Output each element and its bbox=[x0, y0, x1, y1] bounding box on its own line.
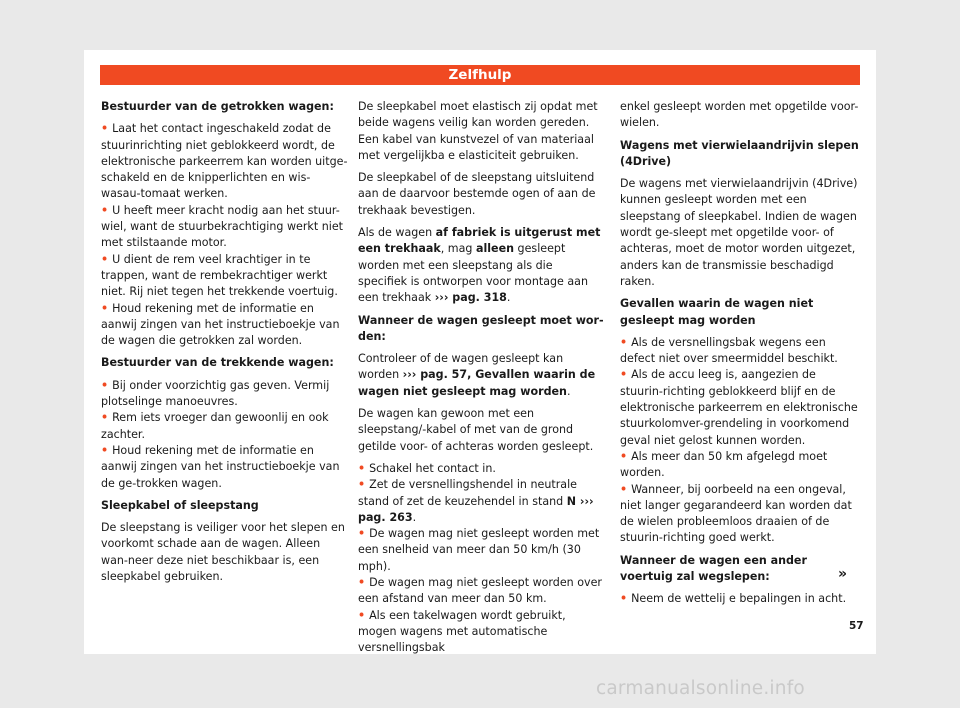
list-item: • Wanneer, bij oorbeeld na een ongeval, niet langer gegarandeerd kan worden dat de wielen probleemloos draaien of de stuurin-richting goed werkt. bbox=[620, 482, 860, 547]
list-item: • Neem de wettelij e bepalingen in acht. bbox=[620, 591, 860, 607]
list-item: • De wagen mag niet gesleept worden over een afstand van meer dan 50 km. bbox=[358, 575, 604, 608]
paragraph: De sleepstang is veiliger voor het slepen en voorkomt schade aan de wagen. Alleen wan-neer deze niet beschikbaar is, een sleepkabel gebruiken. bbox=[101, 521, 345, 584]
list-item: • U dient de rem veel krachtiger in te trappen, want de rembekrachtiger werkt niet. Rij niet tegen het trekkende voertuig. bbox=[101, 252, 349, 301]
paragraph: Controleer of de wagen gesleept kan worden ››› pag. 57, Gevallen waarin de wagen niet gesleept mag worden. bbox=[358, 352, 596, 398]
paragraph: De sleepkabel of de sleepstang uitsluitend aan de daarvoor bestemde ogen of aan de trekhaak bevestigen. bbox=[358, 171, 596, 217]
list-item: • Rem iets vroeger dan gewoonlij en ook zachter. bbox=[101, 410, 349, 443]
watermark: carmanualsonline.info bbox=[596, 678, 805, 699]
list-item: • Laat het contact ingeschakeld zodat de stuurinrichting niet geblokkeerd wordt, de elektronische parkeerrem kan worden uitge-schakeld en de knipperlichten en wis-wasau-tomaat werken. bbox=[101, 121, 349, 202]
list-item: • Schakel het contact in. bbox=[358, 461, 604, 477]
heading-not-towed: Gevallen waarin de wagen niet gesleept mag worden bbox=[620, 297, 814, 327]
column-3 bbox=[620, 99, 860, 608]
column-2 bbox=[358, 99, 604, 657]
list-item: • Als de accu leeg is, aangezien de stuurin-richting geblokkeerd blijf en de elektronische parkeerrem en elektronische stuurkolomver-grendeling in voorkomend geval niet gelost kunnen worden. bbox=[620, 367, 860, 448]
list-item: • Zet de versnellingshendel in neutrale stand of zet de keuzehendel in stand N ››› pag. 263. bbox=[358, 477, 604, 526]
section-header: Zelfhulp bbox=[100, 65, 860, 85]
heading-towed-driver: Bestuurder van de getrokken wagen: bbox=[101, 100, 334, 113]
heading-tow-cable: Sleepkabel of sleepstang bbox=[101, 498, 259, 512]
heading-towing-other: Wanneer de wagen een ander voertuig zal wegslepen: bbox=[620, 553, 807, 584]
heading-towing-driver: Bestuurder van de trekkende wagen: bbox=[101, 356, 334, 370]
page-reference-link[interactable]: ››› pag. 57, Gevallen waarin de wagen niet gesleept mag worden bbox=[358, 368, 596, 398]
page-reference-link[interactable]: N ››› pag. 263 bbox=[358, 494, 594, 524]
paragraph: Als de wagen af fabriek is uitgerust met een trekhaak, mag alleen gesleept worden met een sleepstang als die specifiek is ontworpen voor montage aan een trekhaak ››› pag. 318. bbox=[358, 226, 601, 305]
list-item: • Bij onder voorzichtig gas geven. Vermij plotselinge manoeuvres. bbox=[101, 378, 349, 411]
column-1 bbox=[101, 99, 349, 591]
continue-marker: » bbox=[838, 566, 848, 582]
list-item: • Houd rekening met de informatie en aanwij zingen van het instructieboekje van de wagen die getrokken zal worden. bbox=[101, 301, 349, 350]
page-number: 57 bbox=[849, 620, 864, 632]
list-item: • Als de versnellingsbak wegens een defect niet over smeermiddel beschikt. bbox=[620, 335, 860, 368]
list-item: • U heeft meer kracht nodig aan het stuur-wiel, want de stuurbekrachtiging werkt niet met stilstaande motor. bbox=[101, 203, 349, 252]
list-item: • Houd rekening met de informatie en aanwij zingen van het instructieboekje van de ge-trokken wagen. bbox=[101, 443, 349, 492]
list-item: • Als een takelwagen wordt gebruikt, mogen wagens met automatische versnellingsbak bbox=[358, 608, 604, 657]
heading-4drive: Wagens met vierwielaandrijvin slepen (4Drive) bbox=[620, 138, 859, 168]
list-item: • De wagen mag niet gesleept worden met een snelheid van meer dan 50 km/h (30 mph). bbox=[358, 526, 604, 575]
paragraph: De wagens met vierwielaandrijvin (4Drive) kunnen gesleept worden met een sleepstang of sleepkabel. Indien de wagen wordt ge-sleept met opgetilde voor- of achteras, moet de motor worden uitgezet, anders kan de transmissie beschadigd raken. bbox=[620, 177, 858, 288]
heading-when-towed: Wanneer de wagen gesleept moet wor-den: bbox=[358, 313, 604, 343]
page-reference-link[interactable]: ››› pag. 318 bbox=[434, 291, 507, 305]
list-item: • Als meer dan 50 km afgelegd moet worden. bbox=[620, 449, 860, 482]
paragraph: De wagen kan gewoon met een sleepstang/-kabel of met van de grond getilde voor- of achteras worden gesleept. bbox=[358, 407, 594, 453]
paragraph: enkel gesleept worden met opgetilde voor-wielen. bbox=[620, 100, 859, 130]
paragraph: De sleepkabel moet elastisch zij opdat met beide wagens veilig kan worden gereden. Een kabel van kunstvezel of van materiaal met vergelijkba e elasticiteit gebruiken. bbox=[358, 100, 598, 162]
